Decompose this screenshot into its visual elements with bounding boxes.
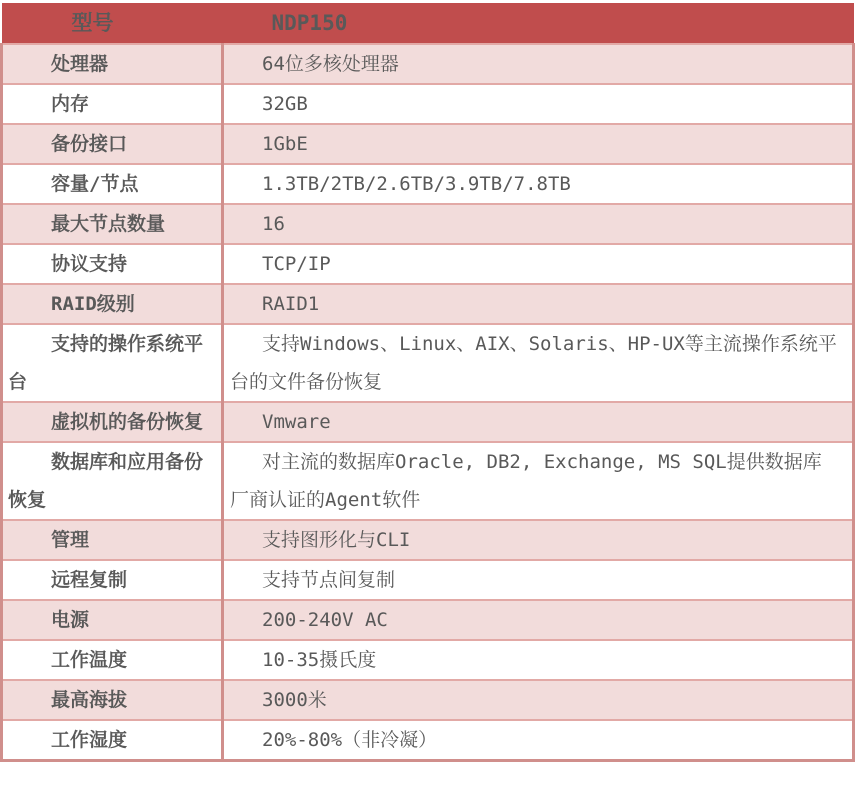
spec-value-cell: TCP/IP [223, 244, 854, 284]
spec-label-cell: 容量/节点 [2, 164, 223, 204]
header-model-value: NDP150 [223, 3, 854, 44]
spec-row [2, 44, 854, 84]
spec-row [2, 680, 854, 720]
spec-value-cell: 16 [223, 204, 854, 244]
spec-label-cell: 最大节点数量 [2, 204, 223, 244]
spec-table-header [2, 3, 854, 44]
spec-value-cell: 32GB [223, 84, 854, 124]
spec-value-cell: 20%-80%（非冷凝） [223, 720, 854, 761]
spec-label-cell: 支持的操作系统平台 [2, 324, 223, 402]
spec-row [2, 124, 854, 164]
spec-value-cell: 1.3TB/2TB/2.6TB/3.9TB/7.8TB [223, 164, 854, 204]
spec-row [2, 402, 854, 442]
spec-value-cell: 64位多核处理器 [223, 44, 854, 84]
product-spec-table [0, 3, 855, 762]
spec-value-cell: 支持图形化与CLI [223, 520, 854, 560]
spec-label-cell: 工作温度 [2, 640, 223, 680]
spec-label-cell: 协议支持 [2, 244, 223, 284]
spec-row [2, 244, 854, 284]
spec-row [2, 324, 854, 402]
spec-value-cell: 10-35摄氏度 [223, 640, 854, 680]
spec-row [2, 720, 854, 761]
spec-value-cell: 200-240V AC [223, 600, 854, 640]
spec-label-cell: 管理 [2, 520, 223, 560]
spec-label-cell: 工作湿度 [2, 720, 223, 761]
spec-label-cell: 处理器 [2, 44, 223, 84]
spec-row [2, 204, 854, 244]
spec-value-cell: Vmware [223, 402, 854, 442]
header-model-label: 型号 [2, 3, 223, 44]
spec-value-cell: 支持Windows、Linux、AIX、Solaris、HP-UX等主流操作系统平台的文件备份恢复 [223, 324, 854, 402]
spec-label-cell: 备份接口 [2, 124, 223, 164]
spec-table-body [2, 44, 854, 761]
header-row [2, 3, 854, 44]
spec-label-cell: RAID级别 [2, 284, 223, 324]
spec-row [2, 84, 854, 124]
spec-value-cell: RAID1 [223, 284, 854, 324]
spec-value-cell: 3000米 [223, 680, 854, 720]
spec-value-cell: 支持节点间复制 [223, 560, 854, 600]
spec-label-cell: 远程复制 [2, 560, 223, 600]
spec-row [2, 520, 854, 560]
spec-value-cell: 1GbE [223, 124, 854, 164]
product-spec-section [0, 3, 852, 762]
spec-label-cell: 数据库和应用备份恢复 [2, 442, 223, 520]
spec-row [2, 284, 854, 324]
spec-label-cell: 电源 [2, 600, 223, 640]
spec-label-cell: 内存 [2, 84, 223, 124]
spec-row [2, 640, 854, 680]
spec-value-cell: 对主流的数据库Oracle, DB2, Exchange, MS SQL提供数据库厂商认证的Agent软件 [223, 442, 854, 520]
spec-row [2, 600, 854, 640]
spec-row [2, 442, 854, 520]
spec-label-cell: 最高海拔 [2, 680, 223, 720]
spec-row [2, 164, 854, 204]
spec-label-cell: 虚拟机的备份恢复 [2, 402, 223, 442]
spec-row [2, 560, 854, 600]
